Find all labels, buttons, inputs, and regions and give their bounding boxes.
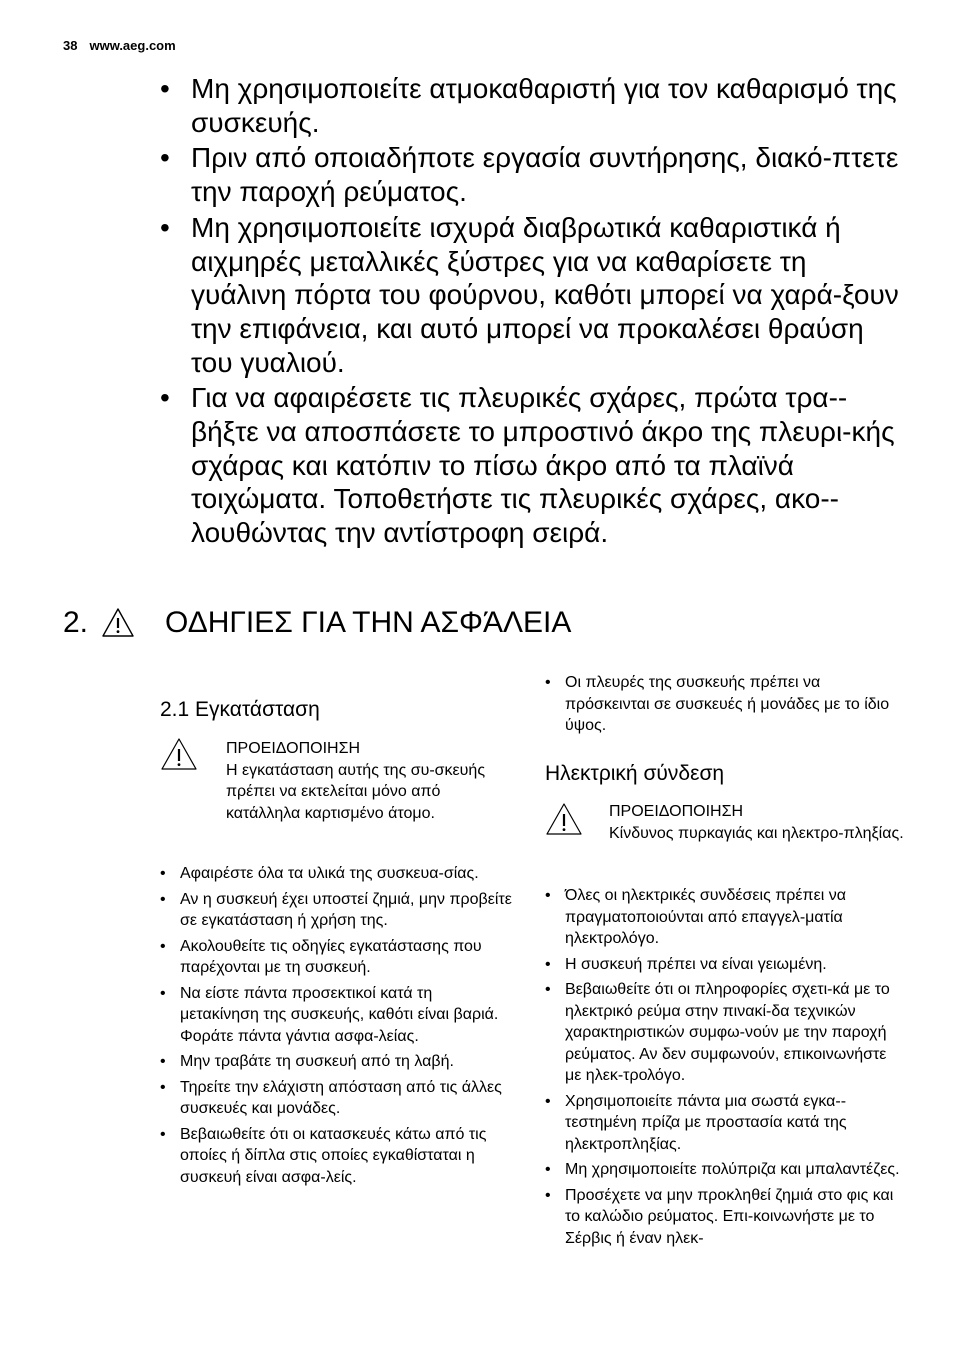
list-item: • Οι πλευρές της συσκευής πρέπει να πρόσκεινται σε συσκευές ή μονάδες με το ίδιο ύψος. bbox=[545, 674, 890, 734]
subsection-title: Εγκατάσταση bbox=[195, 698, 320, 721]
bullet-icon: • bbox=[545, 1161, 551, 1178]
bullet-icon: • bbox=[545, 674, 551, 691]
warning-triangle-icon bbox=[545, 801, 583, 837]
bullet-icon: • bbox=[160, 937, 166, 955]
electrical-warning bbox=[545, 801, 904, 871]
bullet-icon: • bbox=[160, 211, 170, 243]
list-item: • Μη χρησιμοποιείτε πολύπριζα και μπαλαντέζες. bbox=[545, 1159, 900, 1181]
warning-title: ΠΡΟΕΙΔΟΠΟΙΗΣΗ bbox=[609, 803, 744, 820]
list-item: • Βεβαιωθείτε ότι οι πληροφορίες σχετι-κά με το ηλεκτρικό ρεύμα στην πινακί-δα τεχνικών χαρακτηριστικών συμφω-νούν με την παροχή ρεύματος. Αν δεν συμφωνούν, επικοινωνήστε με ηλεκ-τρολόγο. bbox=[545, 981, 890, 1084]
list-item: • Πριν από οποιαδήποτε εργασία συντήρησης, διακό-πτετε την παροχή ρεύματος. bbox=[160, 142, 899, 208]
warning-text: Κίνδυνος πυρκαγιάς και ηλεκτρο-πληξίας. bbox=[609, 824, 904, 842]
list-item: • Προσέχετε να μην προκληθεί ζημιά στο φις και το καλώδιο ρεύματος. Επι-κοινωνήστε με το Σέρβις ή έναν ηλεκ- bbox=[545, 1186, 894, 1247]
list-item: • Να είστε πάντα προσεκτικοί κατά τη μετακίνηση της συσκευής, καθότι είναι βαριά. Φοράτε πάντα γάντια ασφα-λείας. bbox=[160, 984, 499, 1045]
warning-text: Η εγκατάσταση αυτής της συ-σκευής πρέπει να εκτελείται μόνο από κατάλληλα καρτισμένο άτομο. bbox=[226, 761, 486, 822]
warning-title: ΠΡΟΕΙΔΟΠΟΙΗΣΗ bbox=[226, 740, 361, 757]
bullet-icon: • bbox=[160, 1125, 166, 1143]
list-item: • Μη χρησιμοποιείτε ατμοκαθαριστή για τον καθαρισμό της συσκευής. bbox=[160, 73, 897, 138]
warning-triangle-icon bbox=[160, 736, 198, 772]
list-item: • Μη χρησιμοποιείτε ισχυρά διαβρωτικά καθαριστικά ή αιχμηρές μεταλλικές ξύστρες για να καθαρίσετε τη γυάλινη πόρτα του φούρνου, καθότι μπορεί να χαρά-ξουν την επιφάνεια, και αυτό μπορεί να προκαλέσει θραύση του γυαλιού. bbox=[160, 211, 899, 378]
bullet-icon: • bbox=[160, 73, 170, 104]
list-item: • Τηρείτε την ελάχιστη απόσταση από τις άλλες συσκευές και μονάδες. bbox=[160, 1078, 502, 1117]
installation-warning bbox=[160, 736, 515, 846]
list-item: • Ακολουθείτε τις οδηγίες εγκατάστασης που παρέχονται με τη συσκευή. bbox=[160, 937, 482, 976]
electrical-bullet-list bbox=[545, 885, 900, 1253]
list-item: • Η συσκευή πρέπει να είναι γειωμένη. bbox=[545, 954, 900, 976]
list-item: • Όλες οι ηλεκτρικές συνδέσεις πρέπει να πραγματοποιούνται από επαγγελ-ματία ηλεκτρολόγο. bbox=[545, 887, 846, 947]
right-top-bullet-list bbox=[545, 672, 900, 741]
bullet-icon: • bbox=[160, 890, 166, 908]
bullet-icon: • bbox=[160, 1078, 166, 1096]
section-number: 2. bbox=[63, 606, 89, 639]
page-number: 38 bbox=[63, 38, 78, 53]
electrical-heading bbox=[545, 760, 724, 788]
warning-triangle-icon bbox=[101, 607, 135, 638]
bullet-icon: • bbox=[545, 887, 551, 904]
installation-heading bbox=[160, 696, 320, 724]
list-item: • Για να αφαιρέσετε τις πλευρικές σχάρες, πρώτα τρα-βήξτε να αποσπάσετε το μπροστινό άκρο της πλευρι-κής σχάρας και κατόπιν το πίσω άκρο από τα πλαϊνά τοιχώματα. Τοποθετήστε τις πλευρικές σχάρες, ακο-λουθώντας την αντίστροφη σειρά. bbox=[160, 382, 895, 549]
installation-bullet-list bbox=[160, 863, 515, 1192]
bullet-icon: • bbox=[160, 984, 166, 1002]
list-item: • Αφαιρέστε όλα τα υλικά της συσκευα-σίας. bbox=[160, 863, 515, 885]
bullet-icon: • bbox=[545, 1092, 551, 1110]
bullet-icon: • bbox=[160, 382, 170, 414]
website-url: www.aeg.com bbox=[89, 38, 176, 53]
bullet-icon: • bbox=[160, 865, 166, 882]
list-item: • Βεβαιωθείτε ότι οι κατασκευές κάτω από τις οποίες ή δίπλα στις οποίες εγκαθίσταται η συσκευή είναι ασφα-λείς. bbox=[160, 1125, 487, 1186]
bullet-icon: • bbox=[545, 1186, 551, 1204]
bullet-icon: • bbox=[545, 955, 551, 973]
list-item: • Αν η συσκευή έχει υποστεί ζημιά, μην προβείτε σε εγκατάσταση ή χρήση της. bbox=[160, 890, 512, 929]
bullet-icon: • bbox=[545, 981, 551, 998]
top-bullet-list bbox=[160, 72, 900, 552]
list-item: • Χρησιμοποιείτε πάντα μια σωστά εγκα-τεστημένη πρίζα με προστασία κατά της ηλεκτροπληξίας. bbox=[545, 1092, 847, 1153]
bullet-icon: • bbox=[160, 1053, 166, 1070]
subsection-number: 2.1 bbox=[160, 698, 190, 721]
list-item: • Μην τραβάτε τη συσκευή από τη λαβή. bbox=[160, 1051, 515, 1073]
subsection-title: Ηλεκτρική σύνδεση bbox=[545, 762, 725, 785]
page-header bbox=[63, 38, 176, 53]
bullet-icon: • bbox=[160, 142, 170, 174]
section-title: ΟΔΗΓΙΕΣ ΓΙΑ ΤΗΝ ΑΣΦΆΛΕΙΑ bbox=[165, 606, 572, 639]
